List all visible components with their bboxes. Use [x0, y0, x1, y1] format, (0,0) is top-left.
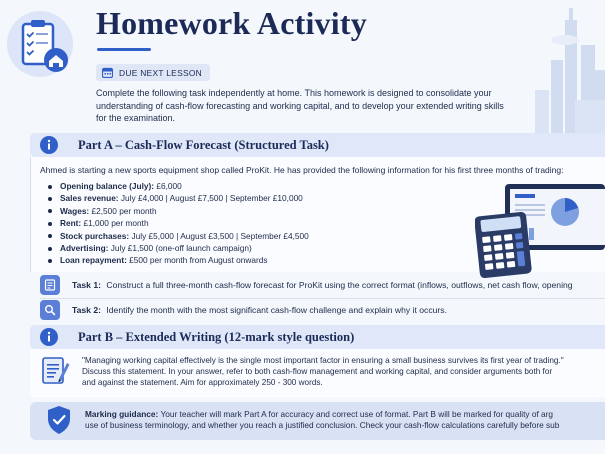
laptop-calculator-illustration: [475, 180, 605, 280]
part-b-line-2: Discuss this statement. In your answer, refer to both cash-flow management and working capital, and consider arguments both for: [82, 367, 553, 376]
intro-line-3: for the examination.: [96, 113, 176, 123]
part-b-question: [82, 355, 605, 388]
list-item: Rent: £1,000 per month: [48, 217, 309, 229]
calendar-icon: [102, 67, 113, 78]
divider: [40, 298, 605, 299]
list-item: Loan repayment: £500 per month from August onwards: [48, 254, 309, 266]
task-1-row: [40, 275, 605, 295]
part-b-title: Part B – Extended Writing (12-mark style question): [78, 329, 355, 344]
list-item: Opening balance (July): £6,000: [48, 180, 309, 192]
due-badge-label: DUE NEXT LESSON: [119, 67, 202, 78]
intro-text: [96, 87, 536, 125]
intro-line-2: understanding of cash-flow forecasting and working capital, and to develop your extended writing skills: [96, 100, 504, 111]
part-a-title: Part A – Cash-Flow Forecast (Structured Task): [78, 137, 329, 152]
facts-list: [48, 180, 309, 267]
task-2-row: [40, 300, 605, 320]
list-item: Sales revenue: July £4,000 | August £7,500 | September £10,000: [48, 192, 309, 204]
guidance-line-1: Marking guidance: Your teacher will mark Part A for accuracy and correct use of format. Part B will be marked for quality of arg: [85, 409, 554, 419]
info-icon: [40, 328, 58, 346]
clipboard-house-icon: [6, 10, 76, 78]
part-b-line-1: "Managing working capital effectively is the single most important factor in ensuring a small business survives its first year of trading.": [82, 356, 564, 365]
info-icon: [40, 136, 58, 154]
part-b-header: [30, 325, 605, 349]
task-list-icon: [40, 275, 60, 295]
due-badge: [96, 64, 210, 81]
list-item: Advertising: July £1,500 (one-off launch campaign): [48, 242, 309, 254]
marking-guidance-text: [85, 409, 559, 432]
part-a-header: [30, 133, 605, 157]
list-item: Stock purchases: July £5,000 | August £3,500 | September £4,500: [48, 230, 309, 242]
task-2-text: Task 2: Identify the month with the most significant cash-flow challenge and explain why it occurs.: [72, 305, 447, 315]
magnifier-icon: [40, 300, 60, 320]
guidance-line-2: use of business terminology, and whether you reach a justified conclusion. Check your cash-flow calculations carefully before sub: [85, 420, 560, 431]
page-title: Homework Activity: [96, 5, 367, 41]
list-item: Wages: £2,500 per month: [48, 205, 309, 217]
part-a-lead: Ahmed is starting a new sports equipment shop called ProKit. He has provided the following information for his first three months of trading:: [40, 165, 564, 175]
intro-line-1: Complete the following task independently at home. This homework is designed to consolidate your: [96, 88, 492, 98]
part-b-line-3: and against the statement. Aim for approximately 250 - 300 words.: [82, 378, 323, 387]
task-1-text: Task 1: Construct a full three-month cash-flow forecast for ProKit using the correct format (inflows, outflows, net cash flow, opening: [72, 280, 573, 290]
title-underline: [97, 48, 151, 51]
shield-check-icon: [46, 405, 72, 435]
writing-document-icon: [42, 355, 70, 385]
